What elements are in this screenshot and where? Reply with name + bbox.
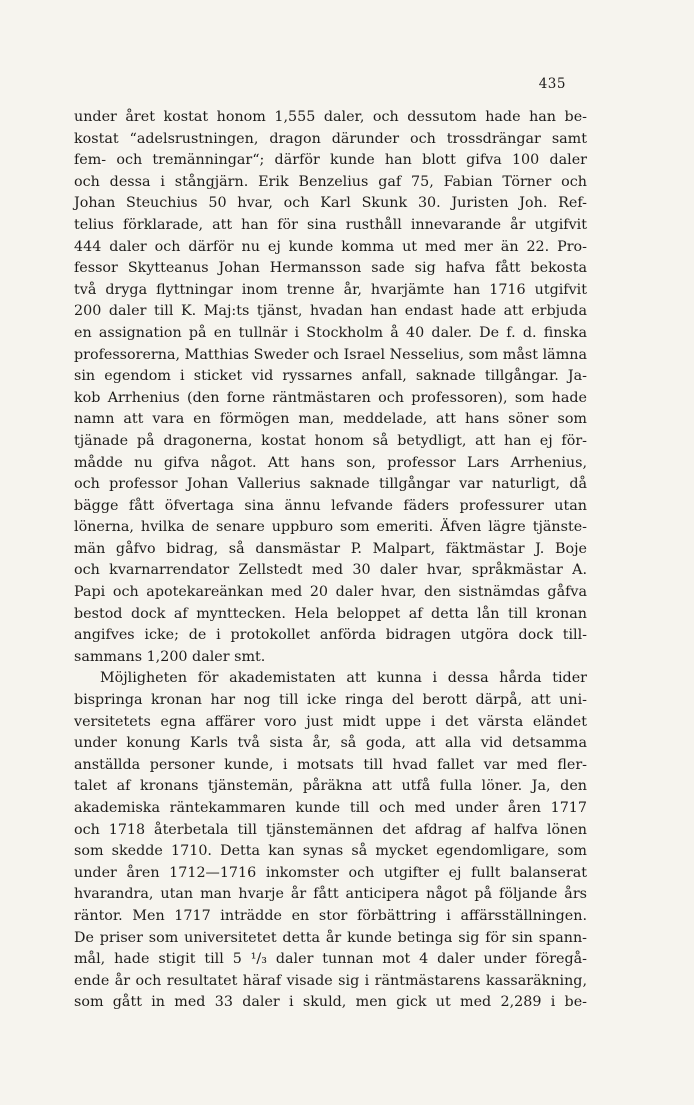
text-line: under åren 1712—1716 inkomster och utgifter ej fullt balanserat — [74, 864, 587, 881]
paragraph-start-line: Möjligheten för akademistaten att kunna i dessa hårda tider — [100, 670, 587, 687]
text-line: sin egendom i sticket vid ryssarnes anfall, saknade tillgångar. Ja- — [74, 368, 587, 385]
text-line: anställda personer kunde, i motsats till hvad fallet var med fler- — [74, 756, 587, 773]
text-line: tjänade på dragonerna, kostat honom så betydligt, att han ej för- — [74, 432, 587, 449]
text-line: och kvarnarrendator Zellstedt med 30 daler hvar, språkmästar A. — [74, 562, 587, 579]
text-line: professorerna, Matthias Sweder och Israel Nesselius, som måst lämna — [74, 346, 587, 363]
text-line: bestod dock af mynttecken. Hela beloppet af detta lån till kronan — [74, 605, 587, 622]
text-line: 444 daler och därför nu ej kunde komma ut med mer än 22. Pro- — [74, 238, 587, 255]
text-line: talet af kronans tjänstemän, påräkna att utfå fulla löner. Ja, den — [74, 778, 587, 795]
text-line: en assignation på en tullnär i Stockholm å 40 daler. De f. d. finska — [74, 324, 587, 341]
text-line: telius förklarade, att han för sina rusthåll innevarande år utgifvit — [74, 216, 587, 233]
text-line: fem- och tremänningar“; därför kunde han blott gifva 100 daler — [74, 152, 587, 169]
text-line: som skedde 1710. Detta kan synas så mycket egendomligare, som — [74, 843, 587, 860]
text-line: mådde nu gifva något. Att hans son, professor Lars Arrhenius, — [74, 454, 587, 471]
text-line: som gått in med 33 daler i skuld, men gick ut med 2,289 i be- — [74, 994, 587, 1011]
text-line: bispringa kronan har nog till icke ringa del berott därpå, att uni- — [74, 692, 587, 709]
text-line: räntor. Men 1717 inträdde en stor förbättring i affärsställningen. — [74, 907, 587, 924]
page-number: 435 — [538, 76, 566, 92]
body-text — [74, 107, 587, 1014]
text-line: angifves icke; de i protokollet anförda bidragen utgöra dock till- — [74, 627, 587, 644]
text-line: namn att vara en förmögen man, meddelade, att hans söner som — [74, 411, 587, 428]
text-line: lönerna, hvilka de senare uppburo som emeriti. Äfven lägre tjänste- — [74, 519, 587, 536]
text-line: kob Arrhenius (den forne räntmästaren och professoren), som hade — [74, 389, 587, 406]
text-line: och 1718 återbetala till tjänstemännen det afdrag af halfva lönen — [74, 821, 587, 838]
text-line: hvarandra, utan man hvarje år fått anticipera något på följande års — [74, 886, 587, 903]
text-line: versitetets egna affärer voro just midt uppe i det värsta eländet — [74, 713, 587, 730]
text-line: Johan Steuchius 50 hvar, och Karl Skunk 30. Juristen Joh. Ref- — [74, 195, 587, 212]
text-line: och dessa i stångjärn. Erik Benzelius gaf 75, Fabian Törner och — [74, 173, 587, 190]
text-line: akademiska räntekammaren kunde till och med under åren 1717 — [74, 800, 587, 816]
text-line: under konung Karls två sista år, så goda, att alla vid detsamma — [74, 735, 587, 752]
text-line: mål, hade stigit till 5 ¹/₃ daler tunnan mot 4 daler under föregå- — [74, 951, 587, 968]
text-line: kostat “adelsrustningen, dragon därunder och trossdrängar samt — [74, 130, 587, 147]
text-line: 200 daler till K. Maj:ts tjänst, hvadan han endast hade att erbjuda — [74, 303, 587, 320]
text-line: och professor Johan Vallerius saknade tillgångar var naturligt, då — [74, 476, 587, 493]
text-line: ende år och resultatet häraf visade sig i räntmästarens kassaräkning, — [74, 972, 587, 989]
text-line: bägge fått öfvertaga sina ännu lefvande fäders professurer utan — [74, 497, 587, 514]
text-line: Papi och apotekareänkan med 20 daler hvar, den sistnämdas gåfva — [74, 584, 587, 601]
text-line: fessor Skytteanus Johan Hermansson sade sig hafva fått bekosta — [74, 260, 587, 277]
paragraph-end-line: sammans 1,200 daler smt. — [74, 648, 266, 665]
text-line: De priser som universitetet detta år kunde betinga sig för sin spann- — [74, 929, 587, 946]
text-line: två dryga flyttningar inom trenne år, hvarjämte han 1716 utgifvit — [74, 281, 587, 298]
text-line: män gåfvo bidrag, så dansmästar P. Malpart, fäktmästar J. Boje — [74, 540, 587, 557]
text-line: under året kostat honom 1,555 daler, och dessutom hade han be- — [74, 109, 587, 125]
